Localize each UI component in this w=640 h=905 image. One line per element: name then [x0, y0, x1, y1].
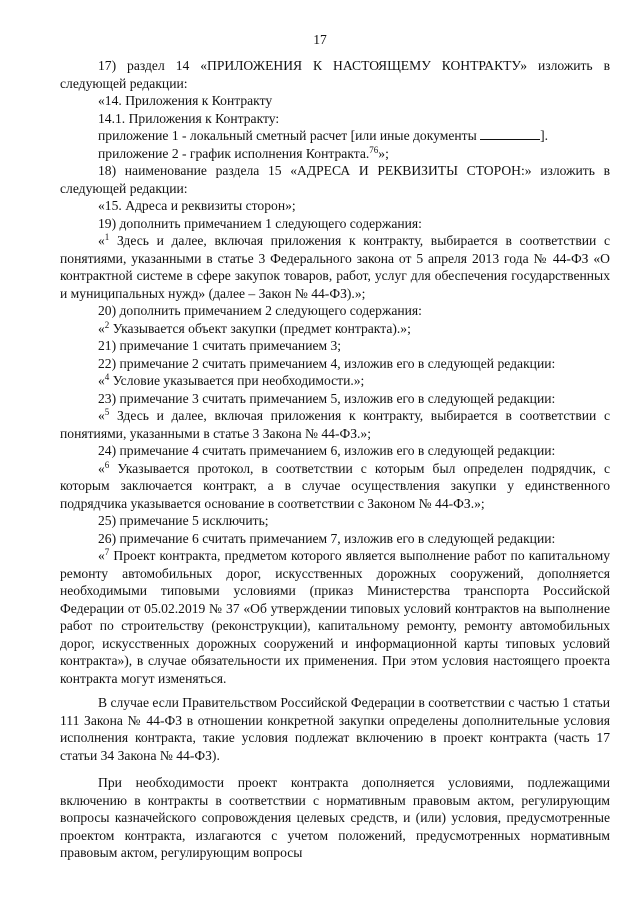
- quote-mark: «: [98, 320, 105, 336]
- paragraph-note-6: [60, 460, 610, 513]
- fill-in-blank: [480, 128, 540, 140]
- note-4-text: Условие указывается при необходимости.»;: [109, 373, 365, 388]
- paragraph-note-2: [60, 320, 610, 338]
- appendix-1-end: ].: [540, 128, 549, 143]
- paragraph-14-1: 14.1. Приложения к Контракту:: [98, 110, 280, 126]
- paragraph-item-24: 24) примечание 4 считать примечанием 6, изложив его в следующей редакции:: [98, 443, 556, 458]
- paragraph-item-26: 26) примечание 6 считать примечанием 7, изложив его в следующей редакции:: [98, 530, 556, 546]
- footnote-ref-4: 4: [104, 372, 110, 382]
- quote-mark: «: [98, 373, 105, 388]
- note-7-text: Проект контракта, предметом которого является выполнение работ по капитальному ремонту автомобильных дорог, искусственных дорожных сооружений, дополняется необходимыми типовыми условиями (приказ Министерства транспорта Российской Федерации от 05.02.2019 № 37 «Об утверждении типовых условий контрактов на выполнение работ по строительству (реконструкции), капитальному ремонту, ремонту автомобильных дорог, искусственных дорожных сооружений и информационной карты типовых условий контракта»), в случае обязательности их применения. При этом условия настоящего проекта контракта могут изменяться.: [60, 548, 610, 686]
- footnote-ref-1: 1: [104, 232, 110, 242]
- paragraph-item-25: 25) примечание 5 исключить;: [98, 513, 269, 528]
- note-2-text: Указывается объект закупки (предмет контракта).»;: [109, 320, 411, 336]
- paragraph-item-20: 20) дополнить примечанием 2 следующего содержания:: [98, 303, 422, 318]
- appendix-1-text: приложение 1 - локальный сметный расчет [или иные документы: [98, 128, 481, 143]
- note-5-text: Здесь и далее, включая приложения к контракту, выбирается в соответствии с понятиями, указанными в статье 3 Закона № 44-ФЗ.»;: [60, 408, 610, 441]
- paragraph-item-23: 23) примечание 3 считать примечанием 5, изложив его в следующей редакции:: [98, 390, 556, 406]
- footnote-ref-76: 76: [369, 144, 379, 155]
- footnote-ref-7: 7: [104, 547, 110, 557]
- paragraph-item-17: 17) раздел 14 «ПРИЛОЖЕНИЯ К НАСТОЯЩЕМУ КОНТРАКТУ» изложить в следующей редакции:: [60, 58, 610, 91]
- paragraph-item-21: 21) примечание 1 считать примечанием 3;: [98, 338, 342, 353]
- note-1-text: Здесь и далее, включая приложения к контракту, выбирается в соответствии с понятиями, указанными в статье 3 Федерального закона от 5 апреля 2013 года № 44-ФЗ «О контрактной системе в сфере закупок товаров, работ, услуг для обеспечения государственных и муниципальных нужд» (далее – Закон № 44-ФЗ).»;: [60, 233, 610, 301]
- appendix-2-text: приложение 2 - график исполнения Контракта.: [98, 145, 370, 161]
- footnote-ref-2: 2: [104, 319, 110, 330]
- page-number: 17: [313, 32, 327, 47]
- quote-mark: «: [98, 460, 105, 476]
- paragraph-item-19: 19) дополнить примечанием 1 следующего содержания:: [98, 215, 422, 231]
- paragraph-appendix-1: [60, 127, 610, 145]
- paragraph-section-14-title: «14. Приложения к Контракту: [98, 93, 273, 108]
- quote-mark: «: [98, 408, 105, 423]
- quote-mark: «: [98, 233, 105, 248]
- paragraph-note-7: [60, 547, 610, 687]
- paragraph-government-conditions: В случае если Правительством Российской Федерации в соответствии с частью 1 статьи 111 Закона № 44-ФЗ в отношении конкретной закупки определены дополнительные условия исполнения контракта, такие условия подлежат включению в проект контракта (часть 17 статьи 34 Закона № 44-ФЗ).: [60, 695, 610, 763]
- quote-mark: «: [98, 548, 105, 563]
- paragraph-treasury-support: При необходимости проект контракта дополняется условиями, подлежащими включению в контракты в соответствии с нормативным правовым актом, регулирующим вопросы казначейского сопровождения целевых средств, и (или) условия, предусмотренные проектом контракта, излагаются с учетом положений, предусмотренных нормативным правовым актом, регулирующим вопросы: [60, 775, 610, 860]
- note-6-text: Указывается протокол, в соответствии с которым был определен подрядчик, с которым заключается контракт, а в случае осуществления закупки у единственного подрядчика указывается основание в соответствии с Законом № 44-ФЗ.»;: [60, 460, 610, 511]
- footnote-ref-6: 6: [104, 459, 110, 470]
- document-body: [60, 57, 610, 862]
- paragraph-note-5: [60, 407, 610, 442]
- paragraph-item-22: 22) примечание 2 считать примечанием 4, изложив его в следующей редакции:: [98, 355, 556, 371]
- paragraph-note-1: [60, 232, 610, 302]
- paragraph-section-15-title: «15. Адреса и реквизиты сторон»;: [98, 198, 296, 213]
- appendix-2-end: »;: [378, 145, 389, 161]
- paragraph-item-18: 18) наименование раздела 15 «АДРЕСА И РЕКВИЗИТЫ СТОРОН:» изложить в следующей редакции:: [60, 163, 610, 196]
- paragraph-note-4: [60, 372, 610, 390]
- footnote-ref-5: 5: [104, 407, 110, 417]
- paragraph-appendix-2: [60, 145, 610, 163]
